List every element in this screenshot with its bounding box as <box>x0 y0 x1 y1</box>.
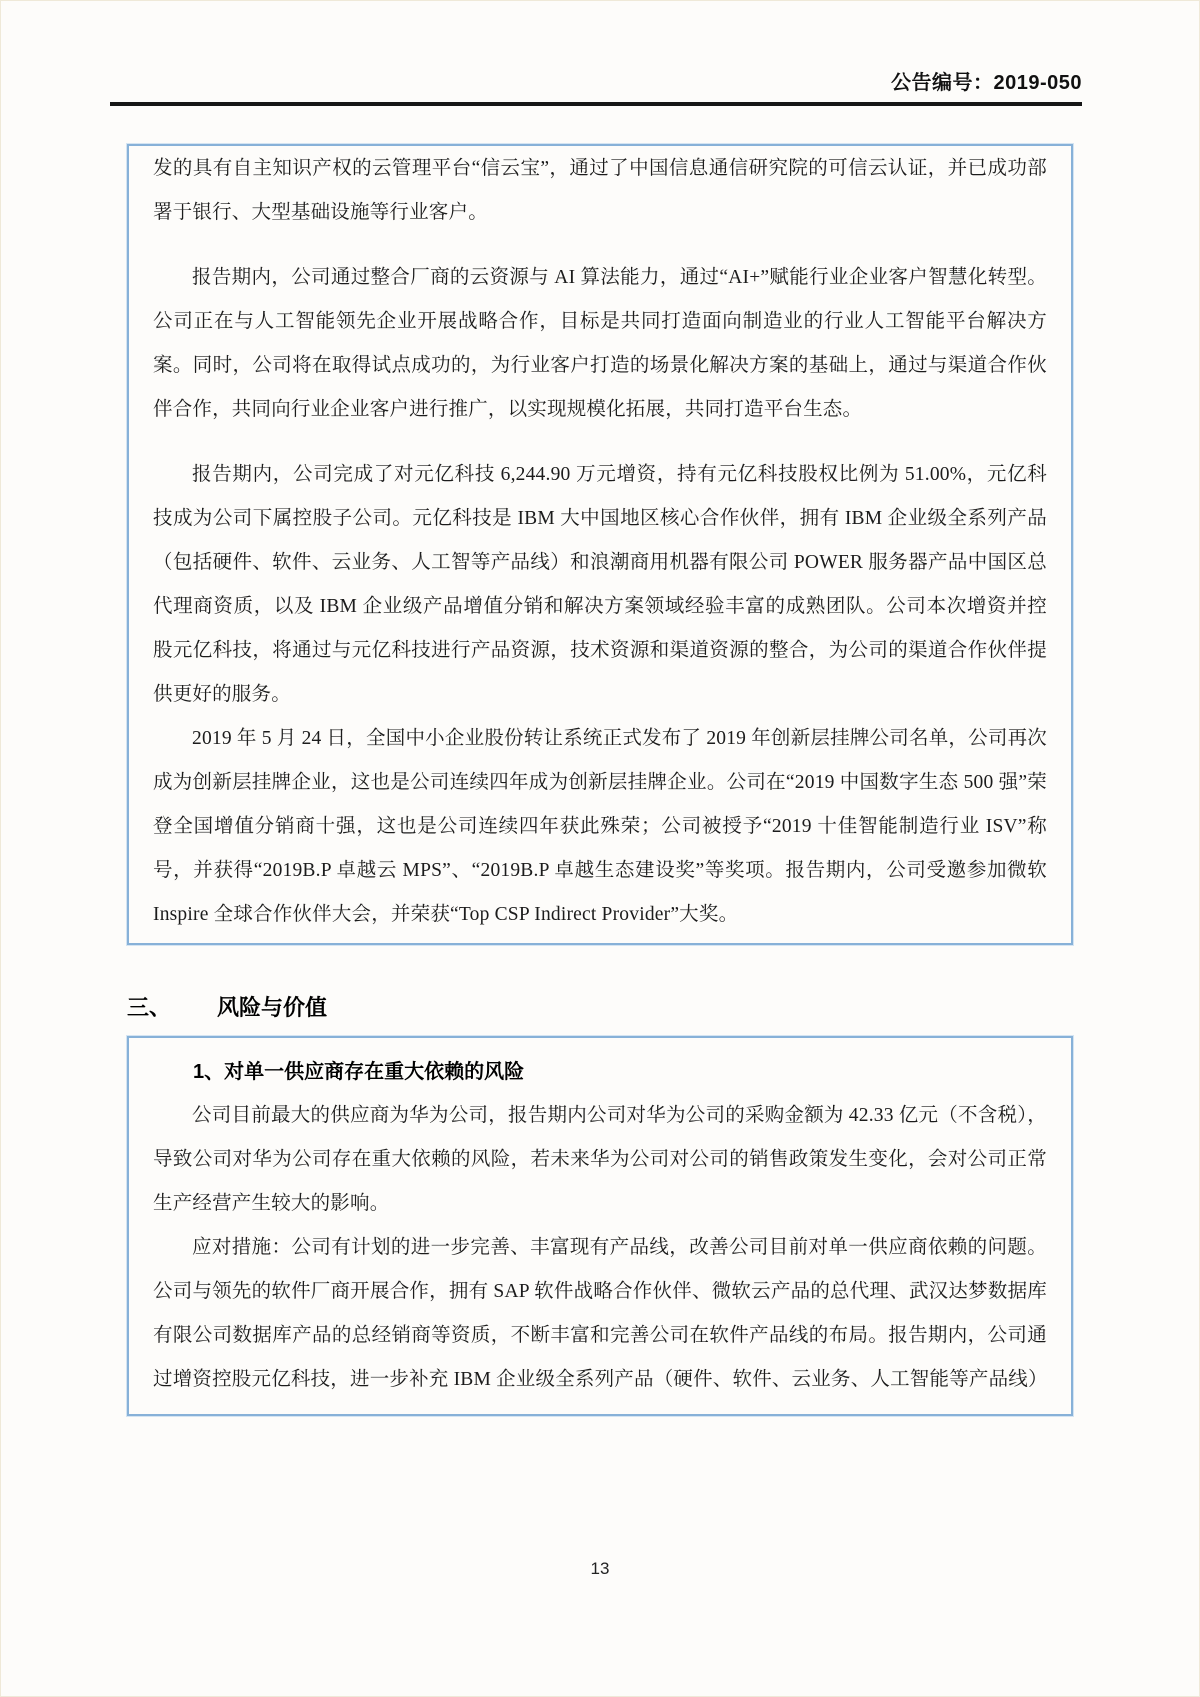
page-header <box>110 0 1082 106</box>
section-heading <box>127 991 1073 1022</box>
paragraph: 2019 年 5 月 24 日，全国中小企业股份转让系统正式发布了 2019 年创新层挂牌公司名单，公司再次成为创新层挂牌企业，这也是公司连续四年成为创新层挂牌企业。公司在“2019 中国数字生态 500 强”荣登全国增值分销商十强，这也是公司连续四年获此殊荣；公司被授予“2019 十佳智能制造行业 ISV”称号，并获得“2019B.P 卓越云 MPS”、“2019B.P 卓越生态建设奖”等奖项。报告期内，公司受邀参加微软 Inspire 全球合作伙伴大会，并荣获“Top CSP Indirect Provider”大奖。 <box>153 728 1047 925</box>
page-number: 13 <box>590 1559 610 1578</box>
paragraph: 报告期内，公司通过整合厂商的云资源与 AI 算法能力，通过“AI+”赋能行业企业客户智慧化转型。公司正在与人工智能领先企业开展战略合作，目标是共同打造面向制造业的行业人工智能平台解决方案。同时，公司将在取得试点成功的，为行业客户打造的场景化解决方案的基础上，通过与渠道合作伙伴合作，共同向行业企业客户进行推广，以实现规模化拓展，共同打造平台生态。 <box>153 267 1047 420</box>
section-title: 风险与价值 <box>217 995 328 1020</box>
paragraph: 报告期内，公司完成了对元亿科技 6,244.90 万元增资，持有元亿科技股权比例为 51.00%，元亿科技成为公司下属控股子公司。元亿科技是 IBM 大中国地区核心合作伙伴，拥有 IBM 企业级全系列产品（包括硬件、软件、云业务、人工智等产品线）和浪潮商用机器有限公司 POWER 服务器产品中国区总代理商资质，以及 IBM 企业级产品增值分销和解决方案领域经验丰富的成熟团队。公司本次增资并控股元亿科技，将通过与元亿科技进行产品资源，技术资源和渠道资源的整合，为公司的渠道合作伙伴提供更好的服务。 <box>153 464 1047 705</box>
section-number: 三、 <box>127 995 172 1020</box>
paragraph: 公司目前最大的供应商为华为公司，报告期内公司对华为公司的采购金额为 42.33 亿元（不含税），导致公司对华为公司存在重大依赖的风险，若未来华为公司对公司的销售政策发生变化，会对公司正常生产经营产生较大的影响。 <box>153 1105 1047 1214</box>
risk-section-box <box>127 1036 1073 1416</box>
paragraph: 应对措施：公司有计划的进一步完善、丰富现有产品线，改善公司目前对单一供应商依赖的问题。公司与领先的软件厂商开展合作，拥有 SAP 软件战略合作伙伴、微软云产品的总代理、武汉达梦数据库有限公司数据库产品的总经销商等资质，不断丰富和完善公司在软件产品线的布局。报告期内，公司通过增资控股元亿科技，进一步补充 IBM 企业级全系列产品（硬件、软件、云业务、人工智能等产品线） <box>153 1237 1048 1390</box>
page-footer <box>0 1559 1200 1579</box>
announcement-number: 公告编号：2019-050 <box>890 72 1082 94</box>
business-summary-box <box>127 144 1073 945</box>
paragraph: 发的具有自主知识产权的云管理平台“信云宝”，通过了中国信息通信研究院的可信云认证，并已成功部署于银行、大型基础设施等行业客户。 <box>153 158 1047 223</box>
risk-subheading: 1、对单一供应商存在重大依赖的风险 <box>193 1061 525 1083</box>
